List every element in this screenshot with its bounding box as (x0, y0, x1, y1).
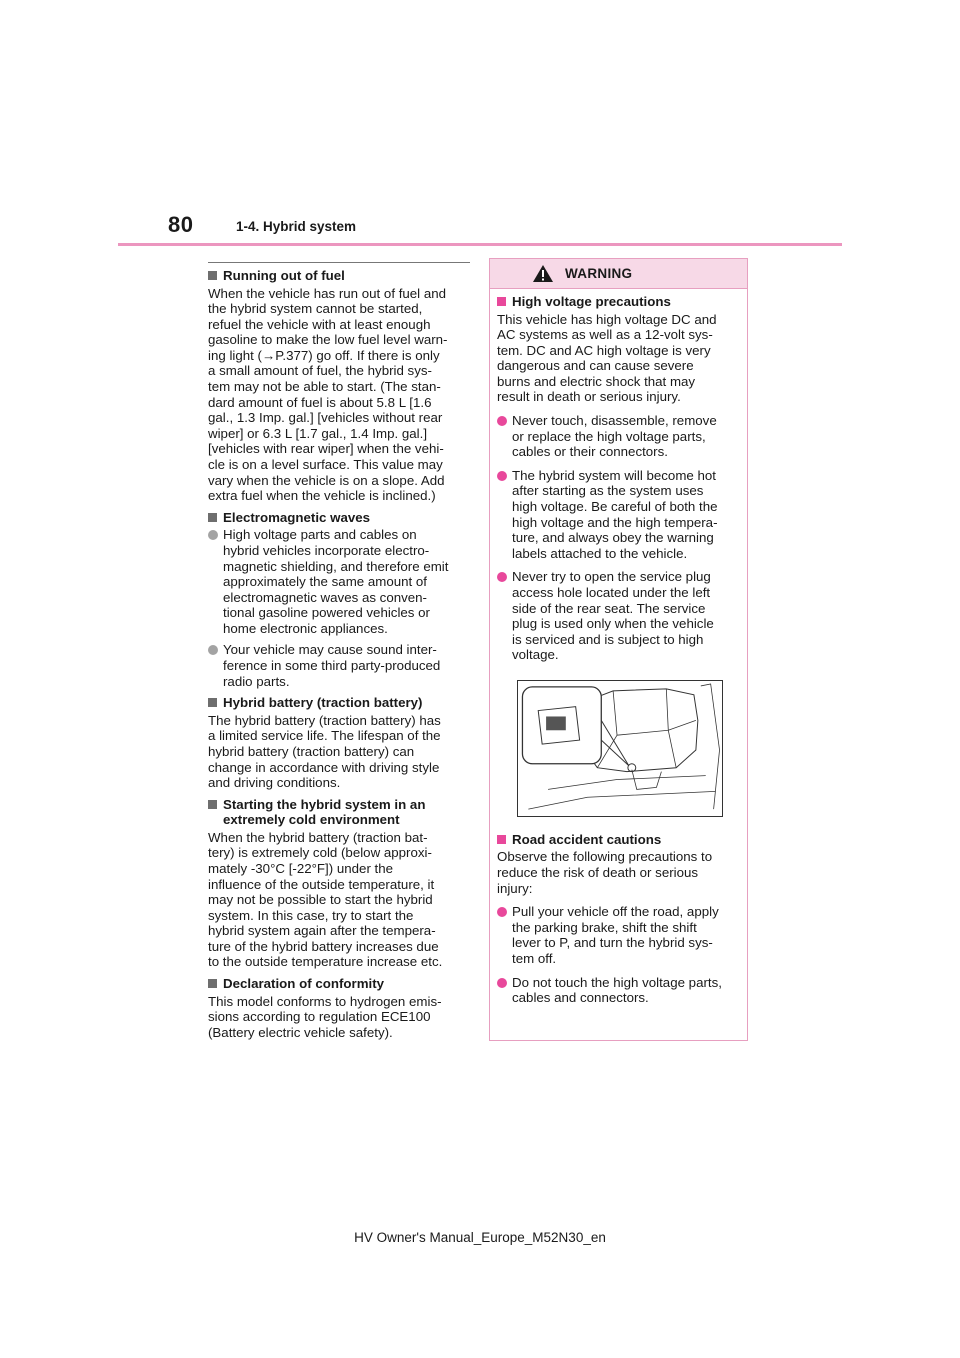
battery-text: The hybrid battery (traction battery) has a limited service life. The lifespan of the hybrid battery (traction battery) can change in accordance with driving style and driving conditions. (208, 712, 441, 791)
cold-text: When the hybrid battery (traction bat- tery) is extremely cold (below approxi- mately -30°C [-22°F]) under the influence of the outside temperature, it may not be possible to start the hybrid system. In this case, try to start the hybrid system again after the tempera- ture of the hybrid battery increases due to the outside temperature increase etc. (208, 829, 443, 970)
warning-box (489, 258, 748, 1041)
square-bullet-icon (208, 800, 217, 809)
square-bullet-icon (208, 979, 217, 988)
road-heading (497, 832, 739, 848)
round-bullet-icon (497, 416, 507, 426)
round-bullet-icon (208, 530, 218, 540)
round-bullet-icon (497, 978, 507, 988)
warning-body (490, 289, 747, 1006)
square-bullet-icon (208, 271, 217, 280)
bullet-text: High voltage parts and cables on hybrid vehicles incorporate electro- magnetic shielding, and therefore emit approximately the same amount of electromagnetic waves as conven- tional gasoline powered vehicles or home electronic appliances. (223, 527, 449, 636)
service-plug-illustration (517, 680, 723, 817)
warning-header (490, 259, 747, 289)
running-out-text: When the vehicle has run out of fuel and the hybrid system cannot be started, refuel the vehicle with at least enough gasoline to make the low fuel level warn- ing light (→P.377) go off. If there is only a small amount of fuel, the hybrid sys- tem may not be able to start. (The stan- dard amount of fuel is about 5.8 L [1.6 gal., 1.3 Imp. gal.] [vehicles without rear wiper] or 6.3 L [1.7 gal., 1.4 Imp. gal.] [vehicles with rear wiper] when the vehi- cle is on a level surface. This value may vary when the vehicle is on a slope. Add extra fuel when the vehicle is inclined.) (208, 285, 448, 504)
em-bullet-1 (208, 527, 470, 636)
bullet-text: The hybrid system will become hot after starting as the system uses high voltage. Be careful of both the high voltage and the high tempera- ture, and always obey the warning labels attached to the vehicle. (512, 467, 718, 561)
heading-text: Declaration of conformity (223, 976, 385, 992)
bullet-text: Never touch, disassemble, remove or replace the high voltage parts, cables or their connectors. (512, 413, 717, 460)
heading-text: Starting the hybrid system in an extremely cold environment (223, 796, 426, 828)
left-column-rule (208, 262, 470, 263)
road-bullet-1 (497, 904, 739, 966)
bullet-text: Pull your vehicle off the road, apply the parking brake, shift the shift lever to P, and turn the hybrid sys- tem off. (512, 904, 719, 967)
hv-bullet-3 (497, 569, 739, 663)
square-bullet-icon (208, 513, 217, 522)
left-column (208, 262, 470, 1046)
round-bullet-icon (208, 645, 218, 655)
road-bullet-2 (497, 975, 739, 1006)
hv-bullet-1 (497, 413, 739, 460)
page-number: 80 (168, 212, 194, 237)
battery-heading (208, 695, 470, 711)
hv-text: This vehicle has high voltage DC and AC systems as well as a 12-volt sys- tem. DC and AC high voltage is very dangerous and can cause severe burns and electric shock that may result in death or serious injury. (497, 311, 717, 405)
heading-text: Hybrid battery (traction battery) (223, 695, 423, 711)
heading-text: Electromagnetic waves (223, 509, 371, 525)
section-title: 1-4. Hybrid system (236, 219, 357, 234)
round-bullet-icon (497, 907, 507, 917)
square-bullet-icon (208, 698, 217, 707)
hv-bullet-2 (497, 468, 739, 562)
conformity-text: This model conforms to hydrogen emis- sions according to regulation ECE100 (Battery electric vehicle safety). (208, 993, 442, 1040)
square-bullet-icon (497, 835, 506, 844)
bullet-text: Do not touch the high voltage parts, cables and connectors. (512, 974, 722, 1006)
round-bullet-icon (497, 471, 507, 481)
heading-text: High voltage precautions (512, 294, 671, 309)
em-heading (208, 510, 470, 526)
warning-title: WARNING (565, 266, 633, 281)
road-text: Observe the following precautions to reduce the risk of death or serious injury: (497, 849, 713, 896)
heading-text: Running out of fuel (223, 268, 345, 283)
em-bullet-2 (208, 642, 470, 689)
warning-triangle-icon (532, 264, 554, 283)
conformity-heading (208, 976, 470, 992)
square-bullet-icon (497, 297, 506, 306)
footer-manual-name: HV Owner's Manual_Europe_M52N30_en (354, 1230, 606, 1245)
round-bullet-icon (497, 572, 507, 582)
bullet-text: Never try to open the service plug access hole located under the left side of the rear seat. The service plug is used only when the vehicle is serviced and is subject to high voltage. (512, 569, 714, 663)
heading-text: Road accident cautions (512, 831, 662, 847)
hv-heading (497, 294, 739, 310)
header-rule (118, 243, 842, 246)
bullet-text: Your vehicle may cause sound inter- ference in some third party-produced radio parts. (223, 642, 441, 689)
cold-heading (208, 797, 470, 828)
running-out-heading (208, 268, 470, 284)
